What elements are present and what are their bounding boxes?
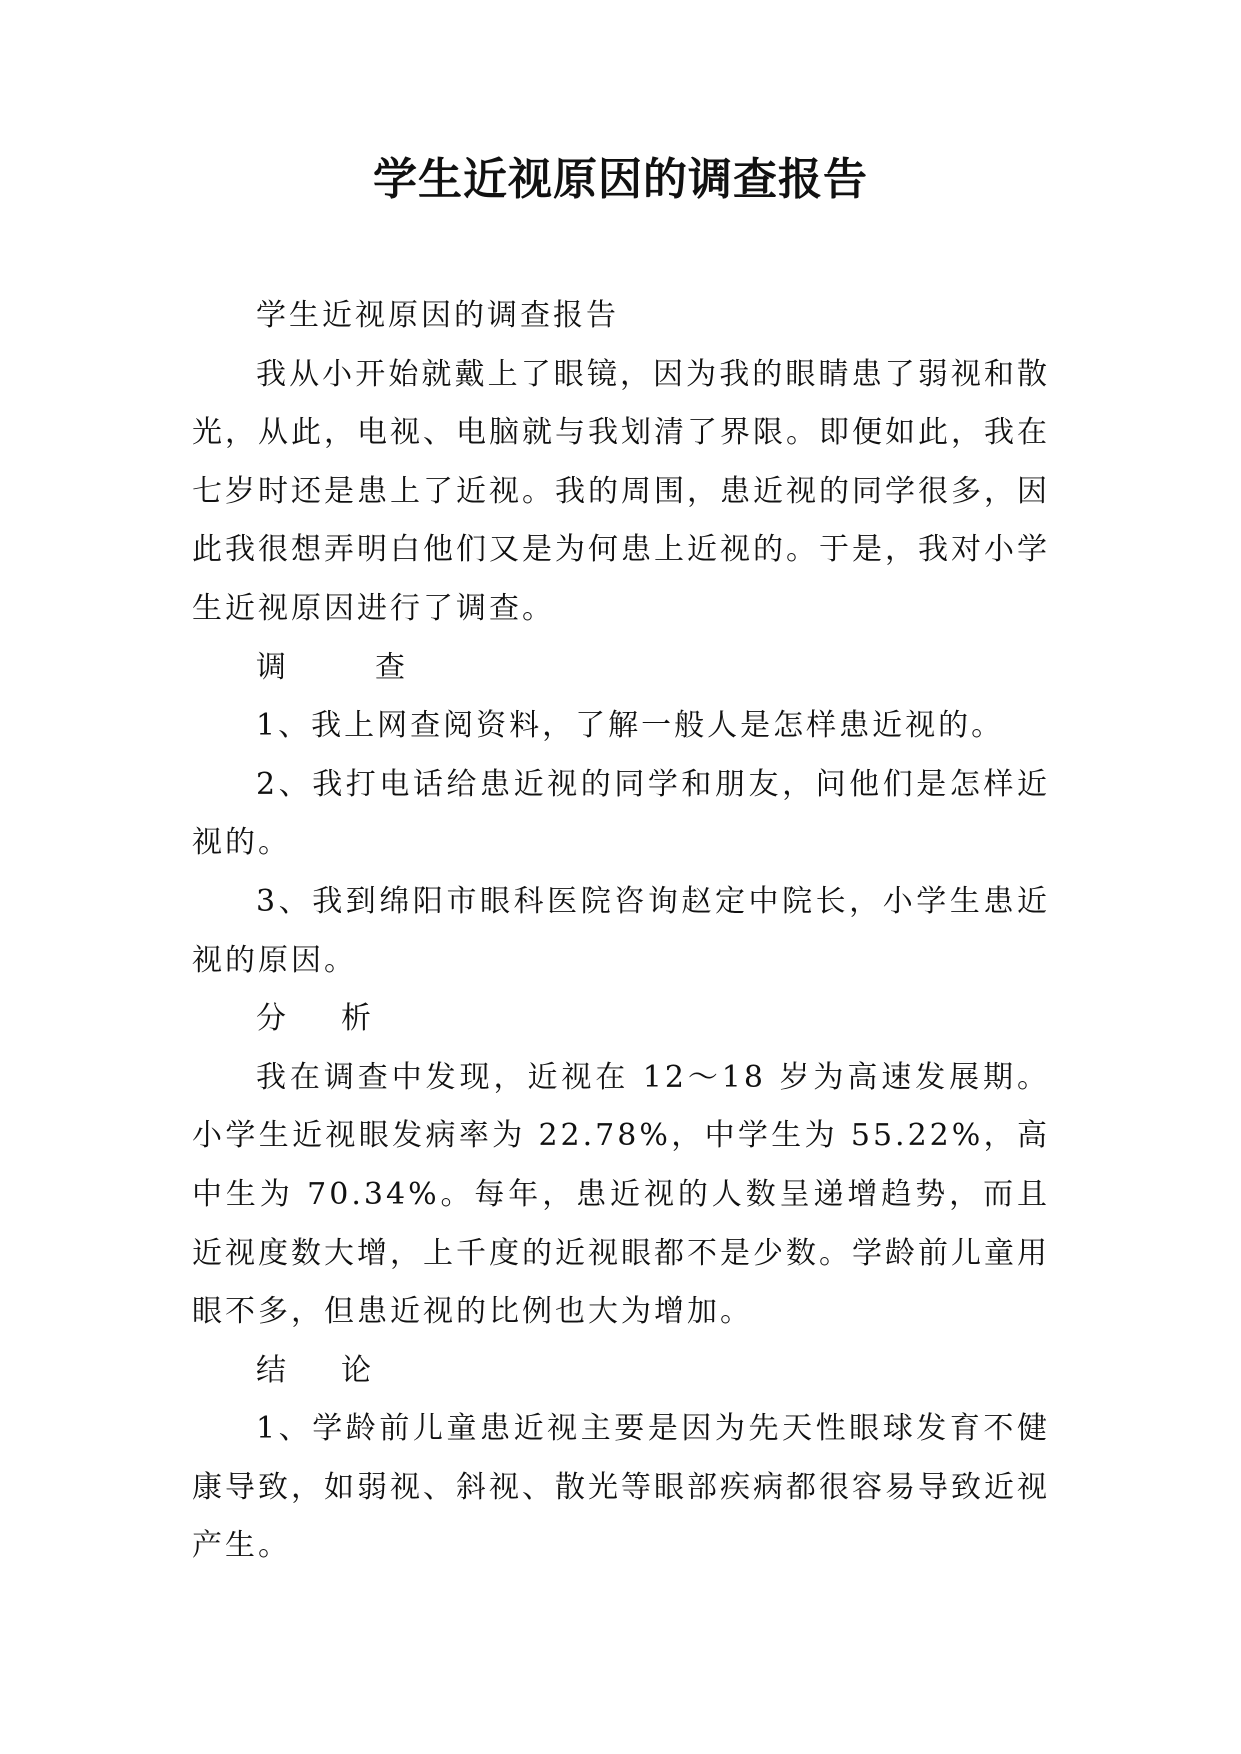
survey-item: 2、我打电话给患近视的同学和朋友，问他们是怎样近视的。 bbox=[192, 766, 1050, 861]
section-heading-analysis bbox=[192, 990, 1050, 1049]
section-heading-survey bbox=[192, 639, 1050, 698]
conclusion-item: 1、学龄前儿童患近视主要是因为先天性眼球发育不健康导致，如弱视、斜视、散光等眼部疾病都很容易导致近视产生。 bbox=[192, 1411, 1050, 1564]
document-body bbox=[192, 287, 1050, 1576]
section-heading-conclusion bbox=[192, 1342, 1050, 1401]
heading-char: 分 bbox=[256, 1001, 289, 1037]
heading-char: 结 bbox=[256, 1352, 289, 1388]
survey-item: 1、我上网查阅资料，了解一般人是怎样患近视的。 bbox=[256, 708, 1005, 744]
heading-char: 论 bbox=[341, 1352, 374, 1388]
heading-char: 调 bbox=[256, 649, 289, 685]
document-title: 学生近视原因的调查报告 bbox=[373, 154, 868, 205]
intro-paragraph: 我从小开始就戴上了眼镜，因为我的眼睛患了弱视和散光，从此，电视、电脑就与我划清了界限。即便如此，我在七岁时还是患上了近视。我的周围，患近视的同学很多，因此我很想弄明白他们又是为何患上近视的。于是，我对小学生近视原因进行了调查。 bbox=[192, 356, 1050, 626]
intro-title-line: 学生近视原因的调查报告 bbox=[256, 298, 619, 333]
heading-char: 查 bbox=[375, 649, 408, 685]
survey-item: 3、我到绵阳市眼科医院咨询赵定中院长，小学生患近视的原因。 bbox=[192, 883, 1050, 978]
analysis-paragraph: 我在调查中发现，近视在 12～18 岁为高速发展期。小学生近视眼发病率为 22.78%，中学生为 55.22%，高中生为 70.34%。每年，患近视的人数呈递增趋势，而且近视度数大增，上千度的近视眼都不是少数。学龄前儿童用眼不多，但患近视的比例也大为增加。 bbox=[192, 1059, 1050, 1330]
heading-char: 析 bbox=[341, 1001, 374, 1037]
